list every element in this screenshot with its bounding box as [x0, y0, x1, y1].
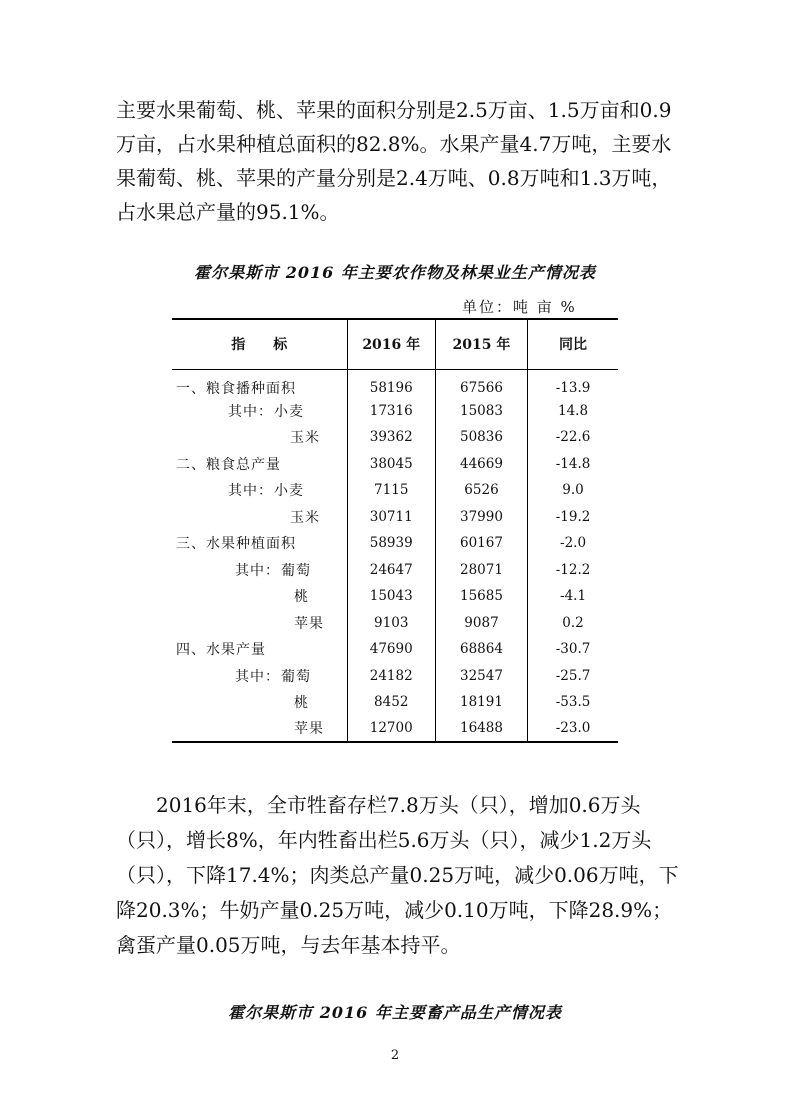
- indicator-cell: [172, 583, 347, 610]
- indicator-cell: [172, 451, 347, 478]
- value-2015-cell: 50836: [435, 424, 527, 451]
- indicator-label: 一、粮食播种面积: [176, 380, 296, 397]
- indicator-label: 三、水果种植面积: [176, 536, 296, 553]
- yoy-cell: -22.6: [555, 429, 591, 446]
- yoy-cell: -25.7: [555, 667, 591, 684]
- table-row: [172, 398, 618, 425]
- value-2015-cell: 16488: [435, 716, 527, 743]
- value-2016-cell: 9103: [347, 610, 435, 637]
- value-2015-cell: 44669: [435, 451, 527, 478]
- value-2015-cell: 18191: [435, 689, 527, 716]
- table-row: [172, 610, 618, 637]
- indicator-cell: [172, 369, 347, 398]
- value-2016-cell: 24647: [347, 557, 435, 584]
- value-2016-cell: 8452: [347, 689, 435, 716]
- indicator-label: 二、粮食总产量: [176, 456, 281, 473]
- value-2015-cell: 67566: [435, 369, 527, 398]
- indicator-label: 玉米: [290, 509, 320, 526]
- yoy-cell: -14.8: [555, 455, 591, 472]
- value-2015-cell: 6526: [435, 477, 527, 504]
- yoy-cell: 9.0: [562, 482, 584, 499]
- table-row: [172, 583, 618, 610]
- value-2015-cell: 32547: [435, 663, 527, 690]
- indicator-label: 小麦: [274, 403, 304, 420]
- body-paragraph-fruit: 主要水果葡萄、桃、苹果的面积分别是2.5万亩、1.5万亩和0.9万亩，占水果种植总面积的82.8%。水果产量4.7万吨，主要水果葡萄、桃、苹果的产量分别是2.4万吨、0.8万吨和1.3万吨，占水果总产量的95.1%。: [116, 98, 672, 224]
- yoy-cell: 0.2: [562, 614, 584, 631]
- table-row: [172, 369, 618, 398]
- indicator-label: 桃: [294, 589, 309, 606]
- table-row: [172, 716, 618, 743]
- crops-table: [172, 318, 618, 743]
- table-row: [172, 636, 618, 663]
- table-row: [172, 424, 618, 451]
- indicator-cell: [172, 530, 347, 557]
- value-2016-cell: 30711: [347, 504, 435, 531]
- indicator-cell: [172, 477, 347, 504]
- indicator-label: 苹果: [294, 721, 324, 738]
- indicator-prefix: 其中：: [228, 403, 273, 420]
- yoy-cell: -19.2: [555, 508, 591, 525]
- header-2015: 2015 年: [435, 319, 527, 369]
- body-paragraph-livestock: 2016年末，全市牲畜存栏7.8万头（只），增加0.6万头（只），增长8%，年内牲畜出栏5.6万头（只），减少1.2万头（只），下降17.4%；肉类总产量0.25万吨，减少0.06万吨，下降20.3%；牛奶产量0.25万吨，减少0.10万吨，下降28.9%；禽蛋产量0.05万吨，与去年基本持平。: [116, 793, 679, 957]
- indicator-label: 小麦: [274, 483, 304, 500]
- header-yoy: 同比: [528, 319, 618, 369]
- table-title-crops: 霍尔果斯市 2016 年主要农作物及林果业生产情况表: [194, 263, 596, 282]
- table-row: [172, 557, 618, 584]
- crops-table-body: [172, 369, 618, 742]
- yoy-cell: -2.0: [560, 535, 587, 552]
- yoy-cell: 14.8: [558, 402, 589, 419]
- indicator-label: 四、水果产量: [176, 642, 266, 659]
- table-header-row: [172, 319, 618, 369]
- yoy-cell: -53.5: [555, 694, 591, 711]
- indicator-cell: [172, 398, 347, 425]
- value-2016-cell: 38045: [347, 451, 435, 478]
- value-2015-cell: 9087: [435, 610, 527, 637]
- value-2015-cell: 15685: [435, 583, 527, 610]
- yoy-cell: -23.0: [528, 716, 618, 743]
- table-unit-label: 单位：吨 亩 %: [462, 298, 577, 316]
- value-2015-cell: 60167: [435, 530, 527, 557]
- value-2016-cell: 15043: [347, 583, 435, 610]
- table-row: [172, 689, 618, 716]
- indicator-label: 桃: [294, 695, 309, 712]
- indicator-cell: [172, 716, 347, 743]
- indicator-cell: [172, 504, 347, 531]
- value-2016-cell: 58196: [347, 369, 435, 398]
- value-2016-cell: 24182: [347, 663, 435, 690]
- indicator-prefix: 其中：: [228, 483, 273, 500]
- indicator-label: 苹果: [294, 615, 324, 632]
- indicator-label: 葡萄: [281, 562, 311, 579]
- indicator-label: 葡萄: [281, 668, 311, 685]
- yoy-cell: -12.2: [555, 561, 591, 578]
- value-2016-cell: 7115: [347, 477, 435, 504]
- value-2016-cell: 47690: [347, 636, 435, 663]
- indicator-prefix: 其中：: [235, 668, 280, 685]
- value-2015-cell: 68864: [435, 636, 527, 663]
- indicator-cell: [172, 689, 347, 716]
- indicator-label: 玉米: [290, 430, 320, 447]
- value-2015-cell: 15083: [435, 398, 527, 425]
- value-2016-cell: 58939: [347, 530, 435, 557]
- indicator-cell: [172, 636, 347, 663]
- indicator-cell: [172, 610, 347, 637]
- indicator-cell: [172, 663, 347, 690]
- value-2016-cell: 39362: [347, 424, 435, 451]
- page-number: 2: [390, 1048, 400, 1063]
- header-2016: 2016 年: [347, 319, 435, 369]
- header-indicator: 指 标: [172, 319, 347, 369]
- indicator-cell: [172, 557, 347, 584]
- table-row: [172, 663, 618, 690]
- value-2015-cell: 37990: [435, 504, 527, 531]
- table-row: [172, 530, 618, 557]
- table-row: [172, 504, 618, 531]
- yoy-cell: -30.7: [555, 641, 591, 658]
- table-title-livestock: 霍尔果斯市 2016 年主要畜产品生产情况表: [228, 1003, 562, 1022]
- table-row: [172, 451, 618, 478]
- value-2016-cell: 17316: [347, 398, 435, 425]
- value-2015-cell: 28071: [435, 557, 527, 584]
- indicator-cell: [172, 424, 347, 451]
- value-2016-cell: 12700: [347, 716, 435, 743]
- table-row: [172, 477, 618, 504]
- yoy-cell: -13.9: [555, 379, 591, 396]
- indicator-prefix: 其中：: [235, 562, 280, 579]
- crops-table-container: [172, 318, 618, 743]
- yoy-cell: -4.1: [560, 588, 587, 605]
